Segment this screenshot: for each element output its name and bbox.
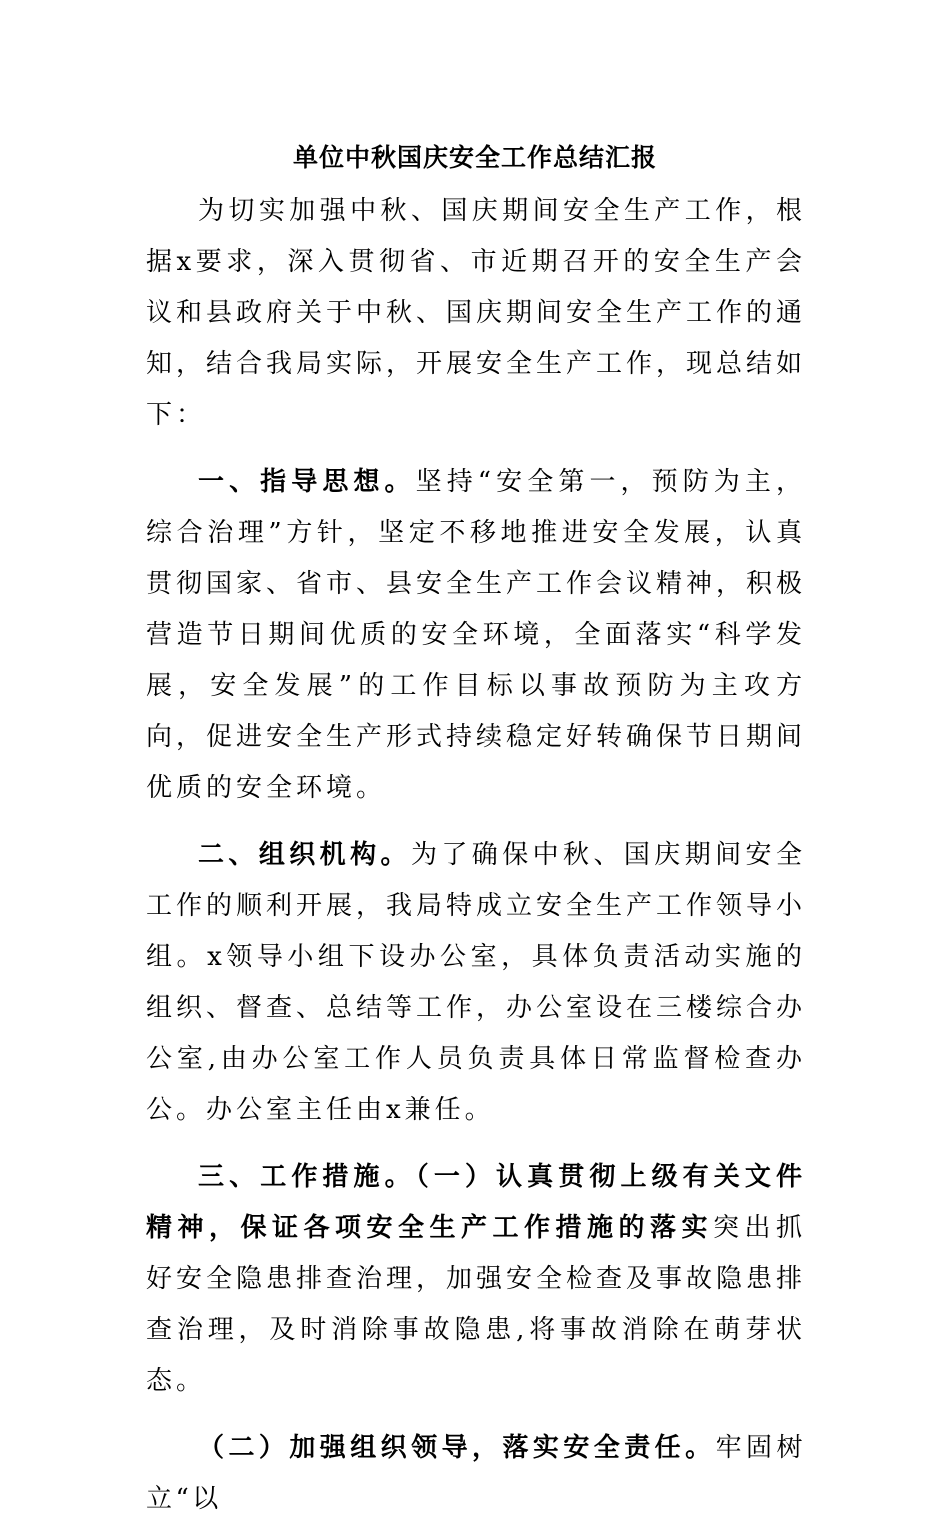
section-text: 突出抓好安全隐患排查治理，加强安全检查及事故隐患排查治理，及时消除事故隐患,将事故消除在萌芽状态。 — [146, 1213, 807, 1396]
section-text: 坚持“安全第一，预防为主，综合治理”方针，坚定不移地推进安全发展，认真贯彻国家、省市、县安全生产工作会议精神，积极营造节日期间优质的安全环境，全面落实“科学发展，安全发展”的工作目标以事故预防为主攻方向，促进安全生产形式持续稳定好转确保节日期间优质的安全环境。 — [146, 467, 807, 803]
section-text: 为了确保中秋、国庆期间安全工作的顺利开展，我局特成立安全生产工作领导小组。x领导小组下设办公室，具体负责活动实施的组织、督查、总结等工作，办公室设在三楼综合办公室,由办公室工作人员负责具体日常监督检查办公。办公室主任由x兼任。 — [146, 840, 807, 1125]
section-organization — [146, 830, 806, 1136]
section-text: 牢固树立“以 — [146, 1433, 806, 1514]
document-body — [146, 186, 806, 1525]
section-heading: （二）加强组织领导，落实安全责任。 — [198, 1433, 716, 1463]
intro-paragraph: 为切实加强中秋、国庆期间安全生产工作，根据x要求，深入贯彻省、市近期召开的安全生产会议和县政府关于中秋、国庆期间安全生产工作的通知，结合我局实际，开展安全生产工作，现总结如下： — [146, 196, 807, 430]
section-heading: 三、工作措施。（一）认真贯彻上级有关文件精神，保证各项安全生产工作措施的落实 — [146, 1162, 806, 1243]
section-guiding-ideology — [146, 457, 806, 814]
section-heading: 一、指导思想。 — [198, 467, 416, 497]
document-title: 单位中秋国庆安全工作总结汇报 — [292, 143, 657, 172]
section-work-measures — [146, 1152, 806, 1407]
section-heading: 二、组织机构。 — [198, 840, 411, 870]
section-leadership — [146, 1423, 806, 1525]
